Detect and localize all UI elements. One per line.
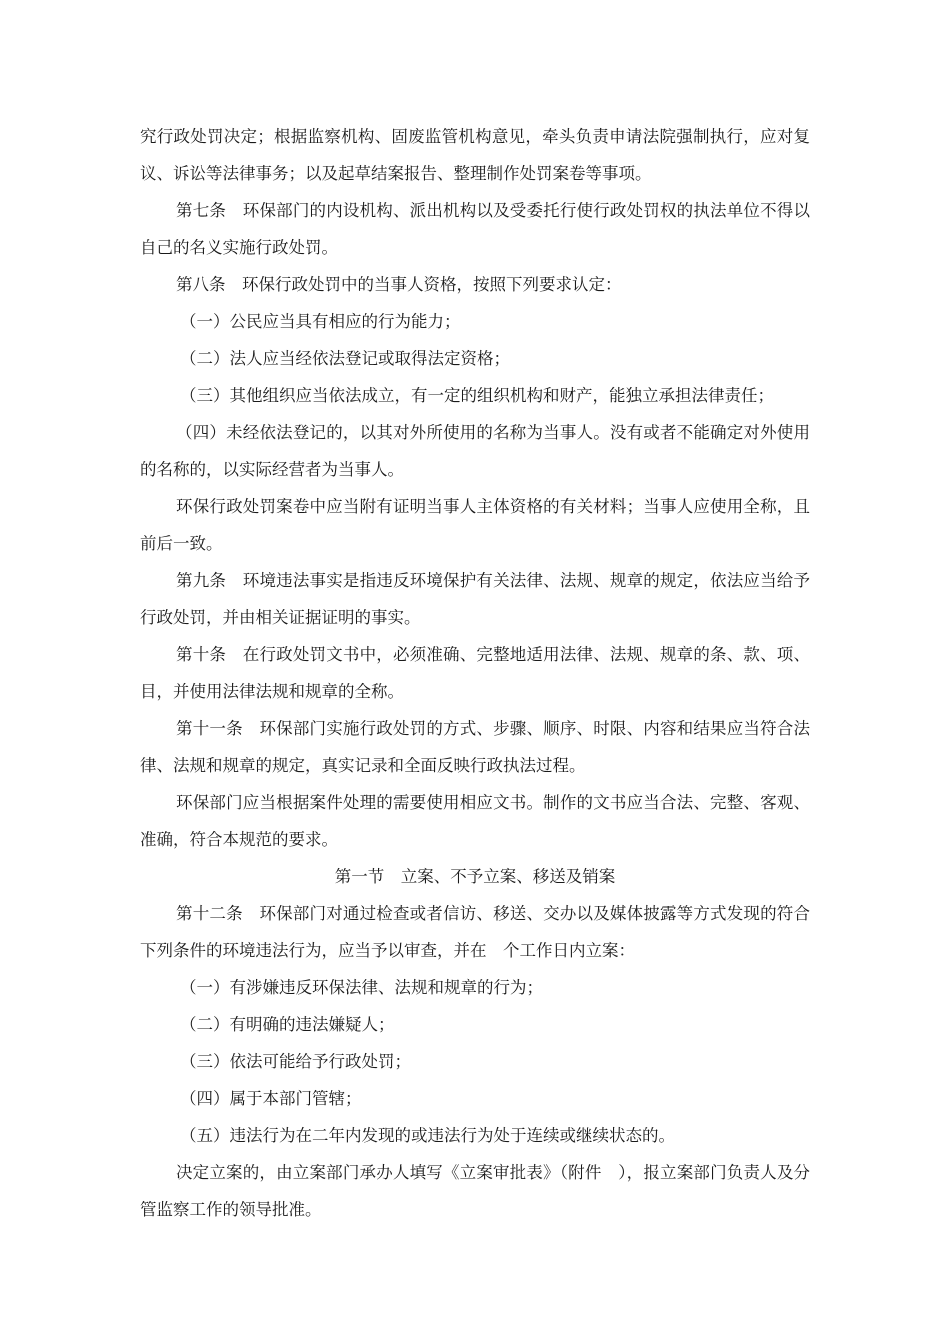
article-12-item-3: （三）依法可能给予行政处罚；	[180, 1052, 411, 1071]
article-12: 第十二条 环保部门对通过检查或者信访、移送、交办以及媒体披露等方式发现的符合下列条件的环境违法行为，应当予以审查，并在 个工作日内立案：	[140, 904, 810, 960]
article-12-item-1: （一）有涉嫌违反环保法律、法规和规章的行为；	[180, 978, 543, 997]
article-11-note: 环保部门应当根据案件处理的需要使用相应文书。制作的文书应当合法、完整、客观、准确，符合本规范的要求。	[140, 793, 810, 849]
article-12-item-2: （二）有明确的违法嫌疑人；	[180, 1015, 395, 1034]
article-8-note: 环保行政处罚案卷中应当附有证明当事人主体资格的有关材料；当事人应使用全称，且前后一致。	[140, 497, 810, 553]
article-8: 第八条 环保行政处罚中的当事人资格，按照下列要求认定：	[176, 275, 622, 294]
article-11: 第十一条 环保部门实施行政处罚的方式、步骤、顺序、时限、内容和结果应当符合法律、法规和规章的规定，真实记录和全面反映行政执法过程。	[140, 719, 810, 775]
article-8-item-3: （三）其他组织应当依法成立，有一定的组织机构和财产，能独立承担法律责任；	[180, 386, 774, 405]
article-12-item-4: （四）属于本部门管辖；	[180, 1089, 362, 1108]
article-8-item-4: （四）未经依法登记的，以其对外所使用的名称为当事人。没有或者不能确定对外使用的名称的，以实际经营者为当事人。	[140, 423, 810, 479]
article-12-note: 决定立案的，由立案部门承办人填写《立案审批表》（附件 ），报立案部门负责人及分管监察工作的领导批准。	[140, 1163, 810, 1219]
article-7: 第七条 环保部门的内设机构、派出机构以及受委托行使行政处罚权的执法单位不得以自己的名义实施行政处罚。	[140, 201, 810, 257]
article-8-item-2: （二）法人应当经依法登记或取得法定资格；	[180, 349, 510, 368]
article-9: 第九条 环境违法事实是指违反环境保护有关法律、法规、规章的规定，依法应当给予行政处罚，并由相关证据证明的事实。	[140, 571, 810, 627]
article-10: 第十条 在行政处罚文书中，必须准确、完整地适用法律、法规、规章的条、款、项、目，并使用法律法规和规章的全称。	[140, 645, 810, 701]
section-heading: 第一节 立案、不予立案、移送及销案	[334, 867, 616, 886]
article-12-item-5: （五）违法行为在二年内发现的或违法行为处于连续或继续状态的。	[180, 1126, 675, 1145]
article-8-item-1: （一）公民应当具有相应的行为能力；	[180, 312, 461, 331]
paragraph-continuation: 究行政处罚决定；根据监察机构、固废监管机构意见，牵头负责申请法院强制执行，应对复议、诉讼等法律事务；以及起草结案报告、整理制作处罚案卷等事项。	[140, 127, 810, 183]
